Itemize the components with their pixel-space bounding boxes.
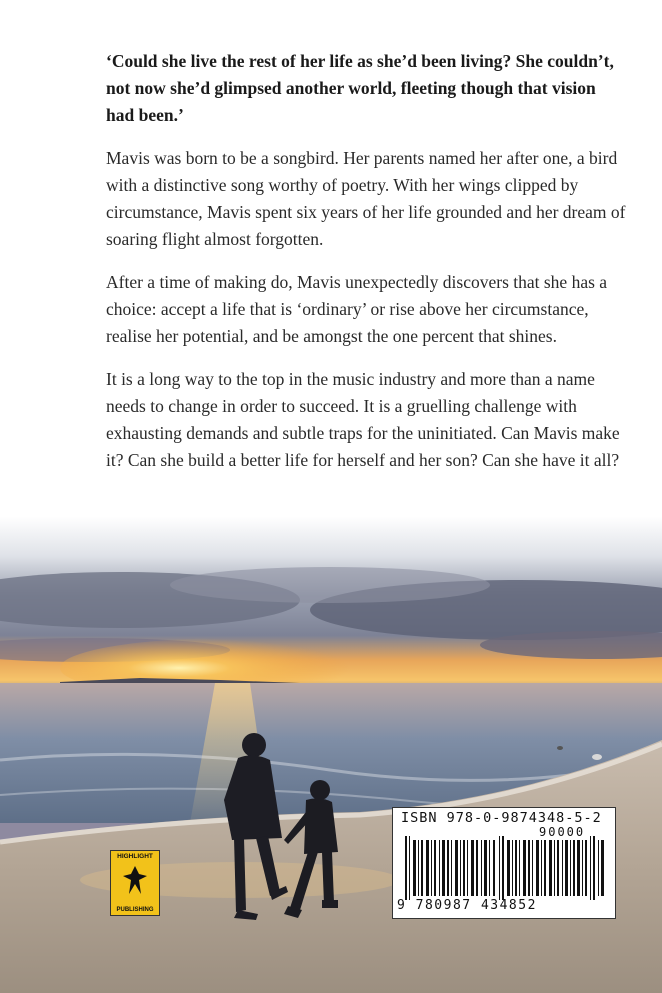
publisher-logo <box>110 850 160 916</box>
blurb-paragraph: It is a long way to the top in the music industry and more than a name needs to change in order to succeed. It is a gruelling challenge with exhausting demands and subtle traps for the uninitiated. Can Mavis make it? Can she build a better life for herself and her son? Can she have it all? <box>106 369 620 470</box>
ean-number: 9 780987 434852 <box>397 898 537 913</box>
barcode-bars <box>403 828 607 900</box>
publisher-name-line1: HIGHLIGHT <box>117 853 153 860</box>
price-code: 90000 <box>539 825 586 839</box>
isbn-number: ISBN 978-0-9874348-5-2 <box>401 810 602 826</box>
isbn-barcode <box>392 807 616 919</box>
publisher-name-line2: PUBLISHING <box>116 907 154 913</box>
pull-quote: ‘Could she live the rest of her life as she’d been living? She couldn’t, not now she’d glimpsed another world, fleeting though that vision had been.’ <box>106 51 614 125</box>
figure-silhouette-icon <box>121 864 149 896</box>
blurb-paragraph: Mavis was born to be a songbird. Her parents named her after one, a bird with a distinctive song worthy of poetry. With her wings clipped by circumstance, Mavis spent six years of her life grounded and her dream of soaring flight almost forgotten. <box>106 148 626 249</box>
blurb-paragraph: After a time of making do, Mavis unexpectedly discovers that she has a choice: accept a life that is ‘ordinary’ or rise above her circumstance, realise her potential, and be amongst the one percent that shines. <box>106 272 608 346</box>
blurb-text <box>106 48 626 490</box>
